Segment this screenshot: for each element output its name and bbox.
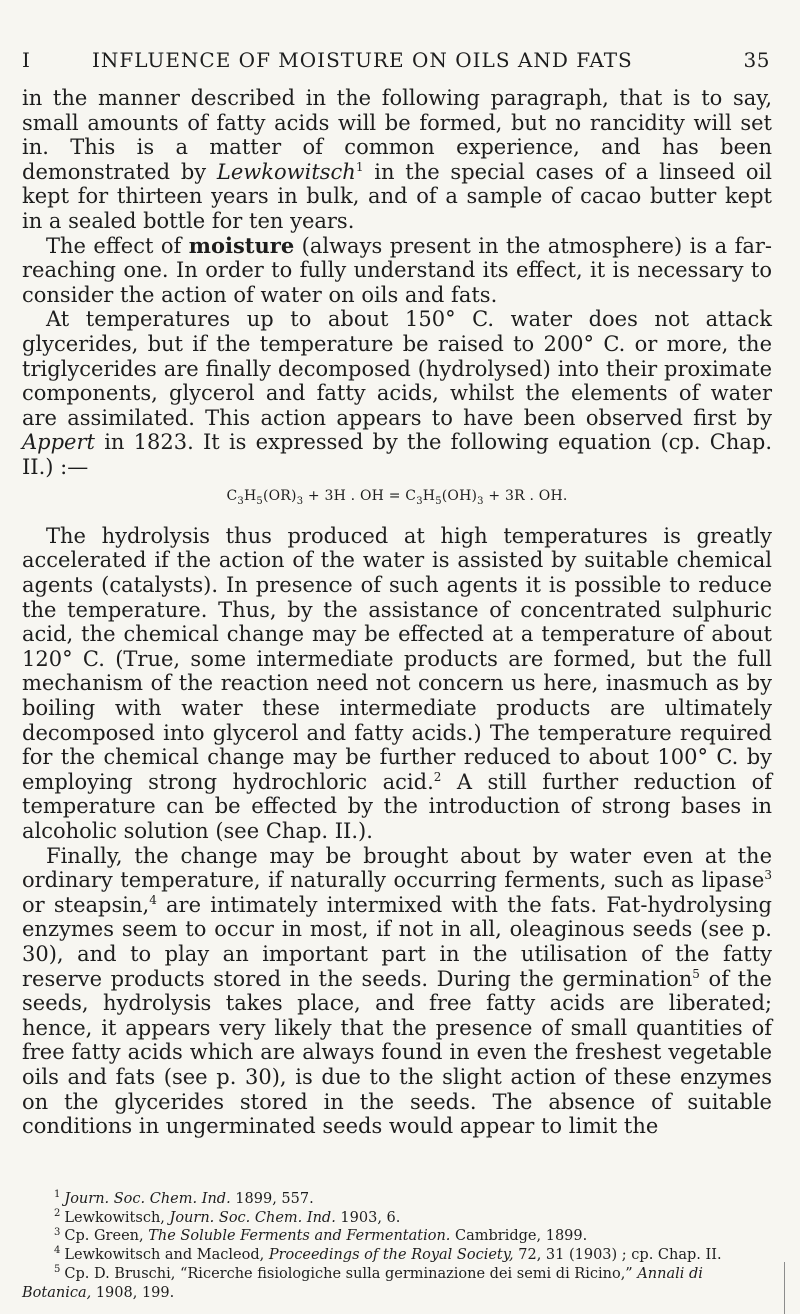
chemical-equation: $C_3H_5(OR)_3 + 3H$ . OH = $C_3H_5(OH)_3 + 3R$ . OH. (226, 487, 568, 507)
author-name: Lewkowitsch (216, 159, 356, 184)
footnote-ref: 1 (355, 159, 364, 174)
chapter-number: I (22, 48, 31, 72)
footnote-ref: 4 (149, 892, 157, 907)
footnote-3: $^3$ Cp. Green, The Soluble Ferments and Fermentation. Cambridge, 1899. (54, 1226, 588, 1245)
footnote-4: $^4$ Lewkowitsch and Macleod, Proceedings of the Royal Society, 72, 31 (1903) ; cp. Chap. II. (54, 1245, 722, 1264)
paragraph-4: The hydrolysis thus produced at high temperatures is greatly accelerated if the action of the water is assisted by suitable chemical agents (catalysts). In presence of such agents it is possible to reduce the temperature. Thus, by the assistance of concentrated sulphuric acid, the chemical change may be effected at a temperature of about 120° C. (True, some intermediate products are formed, but the full mechanism of the reaction need not concern us here, inasmuch as by boiling with water these intermediate products are ultimately decomposed into glycerol and fatty acids.) The temperature required for the chemical change may be further reduced to about 100° C. by employing strong hydrochloric acid.$^2$ A still further reduction of temperature can be effected by the introduction of strong bases in alcoholic solution (see Chap. II.). (22, 523, 772, 844)
footnote-ref: 2 (433, 769, 442, 784)
paragraph-2: The effect of moisture (always present in the atmosphere) is a far-reaching one. In order to fully understand its effect, it is necessary to consider the action of water on oils and fats. (22, 232, 772, 307)
footnote-1: $^1$ Journ. Soc. Chem. Ind. 1899, 557. (54, 1189, 314, 1207)
author-name: Appert (22, 430, 95, 455)
emphasis-moisture: moisture (188, 232, 295, 258)
footnote-5: $^5$ Cp. D. Bruschi, “Ricerche fisiologiche sulla germinazione dei semi di Ricino,” Annali di Botanica, 1908, 199. (22, 1263, 703, 1301)
running-title: INFLUENCE OF MOISTURE ON OILS AND FATS (92, 48, 633, 72)
body-text (22, 86, 772, 1139)
paragraph-3: At temperatures up to about 150° C. water does not attack glycerides, but if the temperature be raised to 200° C. or more, the triglycerides are finally decomposed (hydrolysed) into their proximate components, glycerol and fatty acids, whilst the elements of water are assimilated. This action appears to have been observed first by Appert in 1823. It is expressed by the following equation (cp. Chap. II.) :— (22, 307, 772, 479)
page-number: 35 (743, 48, 770, 72)
paragraph-1: in the manner described in the following paragraph, that is to say, small amounts of fatty acids will be formed, but no rancidity will set in. This is a matter of common experience, and has been demonstrated by Lewkowitsch$^1$ in the special cases of a linseed oil kept for thirteen years in bulk, and of a sample of cacao butter kept in a sealed bottle for ten years. (22, 86, 772, 233)
footnote-ref: 3 (764, 868, 772, 883)
page-edge-line (784, 1262, 785, 1314)
paragraph-5: Finally, the change may be brought about by water even at the ordinary temperature, if naturally occurring ferments, such as lipase$^3$ or steapsin,$^4$ are intimately intermixed with the fats. Fat-hydrolysing enzymes seem to occur in most, if not in all, oleaginous seeds (see p. 30), and to play an important part in the utilisation of the fatty reserve products stored in the seeds. During the germination$^5$ of the seeds, hydrolysis takes place, and free fatty acids are liberated; hence, it appears very likely that the presence of small quantities of free fatty acids which are always found in even the freshest vegetable oils and fats (see p. 30), is due to the slight action of these enzymes on the glycerides stored in the seeds. The absence of suitable conditions in ungerminated seeds would appear to limit the (22, 843, 772, 1139)
footnote-2: $^2$ Lewkowitsch, Journ. Soc. Chem. Ind. 1903, 6. (54, 1207, 401, 1226)
footnotes (22, 1190, 772, 1302)
footnote-ref: 5 (692, 966, 700, 981)
running-header (22, 48, 770, 76)
